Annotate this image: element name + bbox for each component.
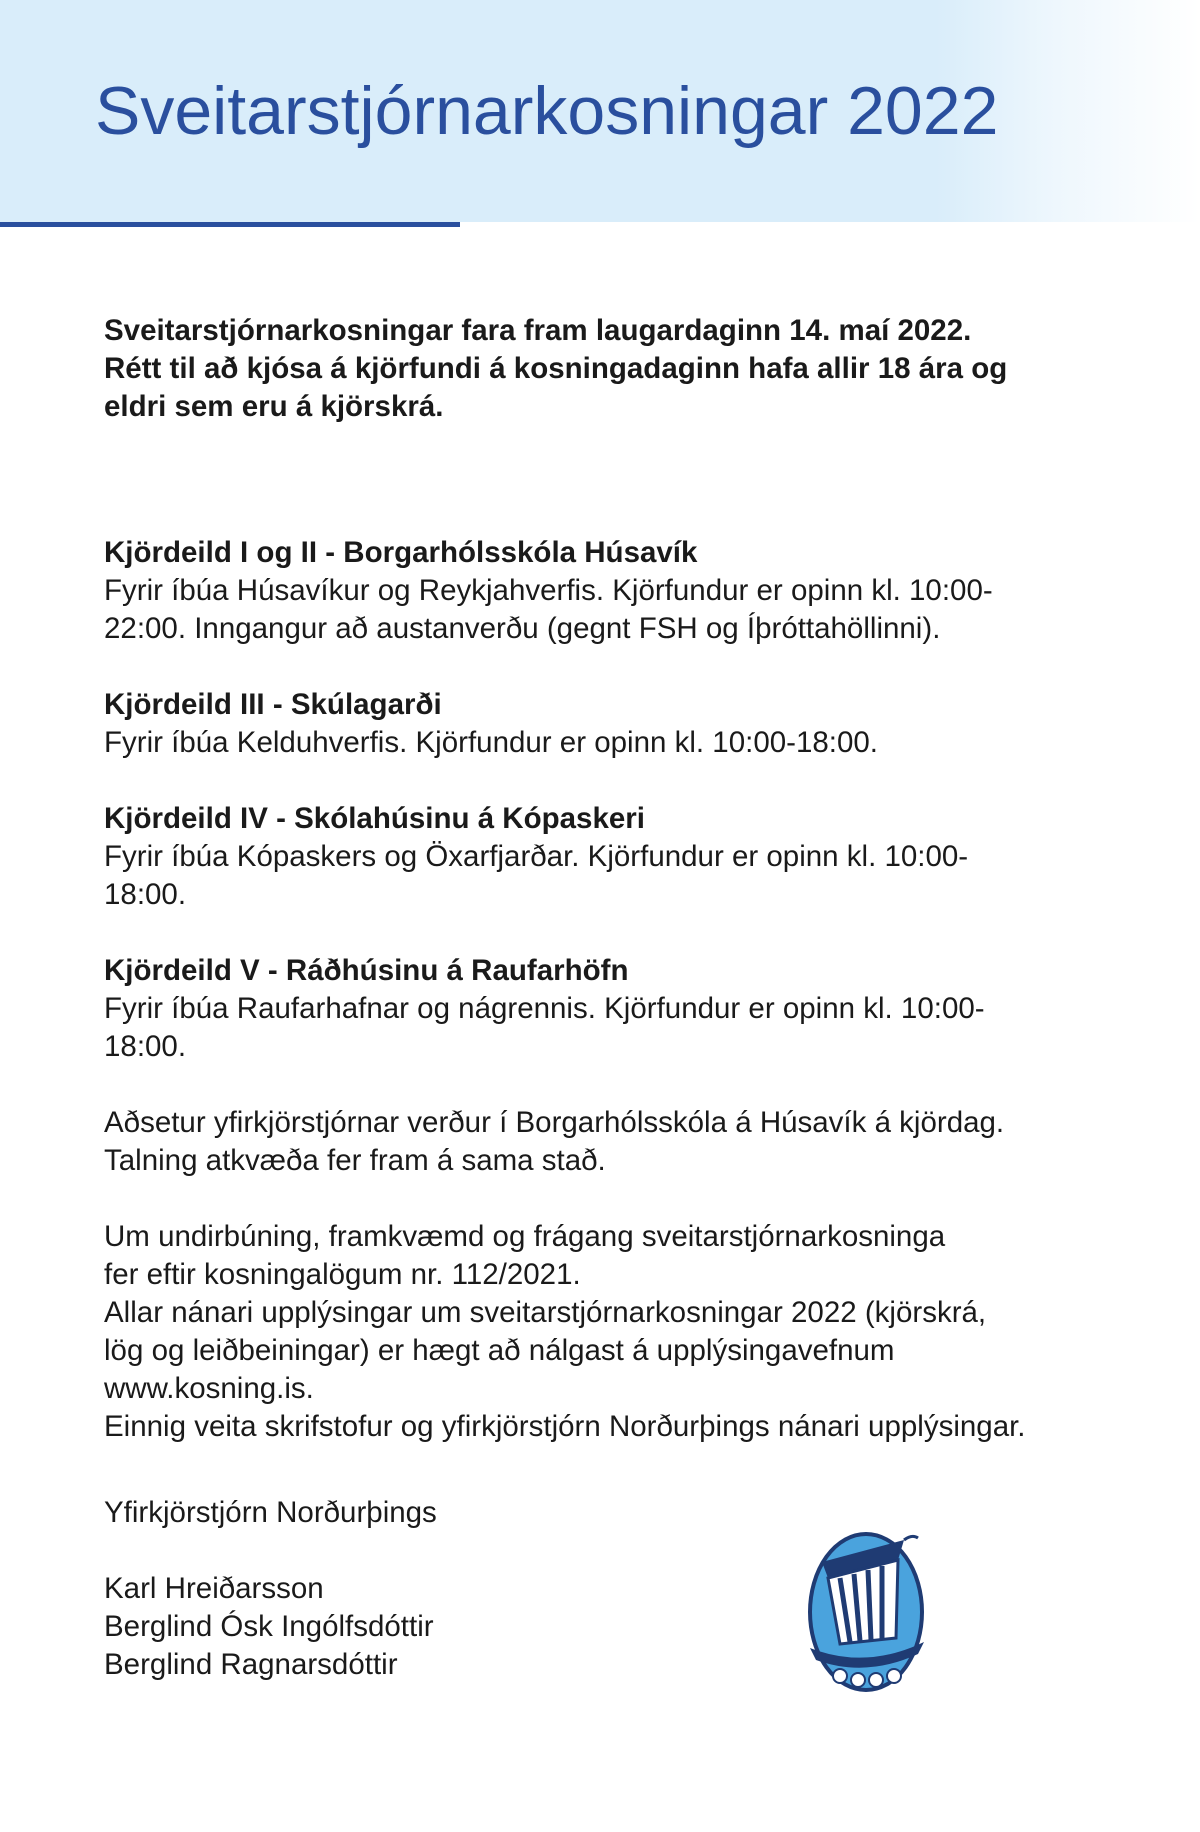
signature-name: Berglind Ragnarsdóttir: [104, 1648, 398, 1681]
signature-org: Yfirkjörstjórn Norðurþings: [104, 1496, 437, 1529]
section-heading: Kjördeild V - Ráðhúsinu á Raufarhöfn: [104, 954, 629, 987]
signature-name: Berglind Ósk Ingólfsdóttir: [104, 1610, 434, 1643]
section-kjordeild-5: [104, 952, 1114, 1066]
header-banner: [0, 0, 1200, 222]
page-title: Sveitarstjórnarkosningar 2022: [95, 73, 999, 149]
intro-line: Rétt til að kjósa á kjörfundi á kosningadaginn hafa allir 18 ára og: [104, 352, 1008, 385]
info-paragraph: [104, 1218, 1114, 1446]
paragraph-line: Aðsetur yfirkjörstjórnar verður í Borgarhólsskóla á Húsavík á kjördag.: [104, 1106, 1005, 1139]
paragraph-line: Talning atkvæða fer fram á sama stað.: [104, 1144, 606, 1177]
section-line: 18:00.: [104, 878, 187, 911]
signature-block: [104, 1494, 437, 1684]
nordurthing-logo-icon: [800, 1520, 940, 1700]
website-line: www.kosning.is.: [104, 1372, 314, 1405]
header-divider: [0, 222, 460, 227]
paragraph-line: fer eftir kosningalögum nr. 112/2021.: [104, 1258, 581, 1291]
section-line: Fyrir íbúa Kópaskers og Öxarfjarðar. Kjörfundur er opinn kl. 10:00-: [104, 840, 969, 873]
intro-line: Sveitarstjórnarkosningar fara fram laugardaginn 14. maí 2022.: [104, 314, 972, 347]
section-line: Fyrir íbúa Raufarhafnar og nágrennis. Kjörfundur er opinn kl. 10:00-: [104, 992, 985, 1025]
section-line: Fyrir íbúa Húsavíkur og Reykjahverfis. Kjörfundur er opinn kl. 10:00-: [104, 574, 993, 607]
section-kjordeild-4: [104, 800, 1114, 914]
section-line: Fyrir íbúa Kelduhverfis. Kjörfundur er opinn kl. 10:00-18:00.: [104, 726, 878, 759]
paragraph-line: Einnig veita skrifstofur og yfirkjörstjórn Norðurþings nánari upplýsingar.: [104, 1410, 1026, 1443]
paragraph-line: Um undirbúning, framkvæmd og frágang sveitarstjórnarkosninga: [104, 1220, 946, 1253]
section-heading: Kjördeild IV - Skólahúsinu á Kópaskeri: [104, 802, 645, 835]
intro-line: eldri sem eru á kjörskrá.: [104, 390, 444, 423]
section-line: 22:00. Inngangur að austanverðu (gegnt FSH og Íþróttahöllinni).: [104, 612, 941, 645]
section-kjordeild-3: [104, 686, 1114, 762]
section-line: 18:00.: [104, 1030, 187, 1063]
section-kjordeild-1-2: [104, 534, 1114, 648]
headquarters-paragraph: [104, 1104, 1114, 1180]
paragraph-line: Allar nánari upplýsingar um sveitarstjórnarkosningar 2022 (kjörskrá,: [104, 1296, 987, 1329]
section-heading: Kjördeild III - Skúlagarði: [104, 688, 442, 721]
main-content: [104, 312, 1114, 1446]
signature-name: Karl Hreiðarsson: [104, 1572, 324, 1605]
intro-paragraph: [104, 312, 1114, 426]
paragraph-line: lög og leiðbeiningar) er hægt að nálgast á upplýsingavefnum: [104, 1334, 895, 1367]
signature-names: [104, 1570, 437, 1684]
section-heading: Kjördeild I og II - Borgarhólsskóla Húsavík: [104, 536, 698, 569]
